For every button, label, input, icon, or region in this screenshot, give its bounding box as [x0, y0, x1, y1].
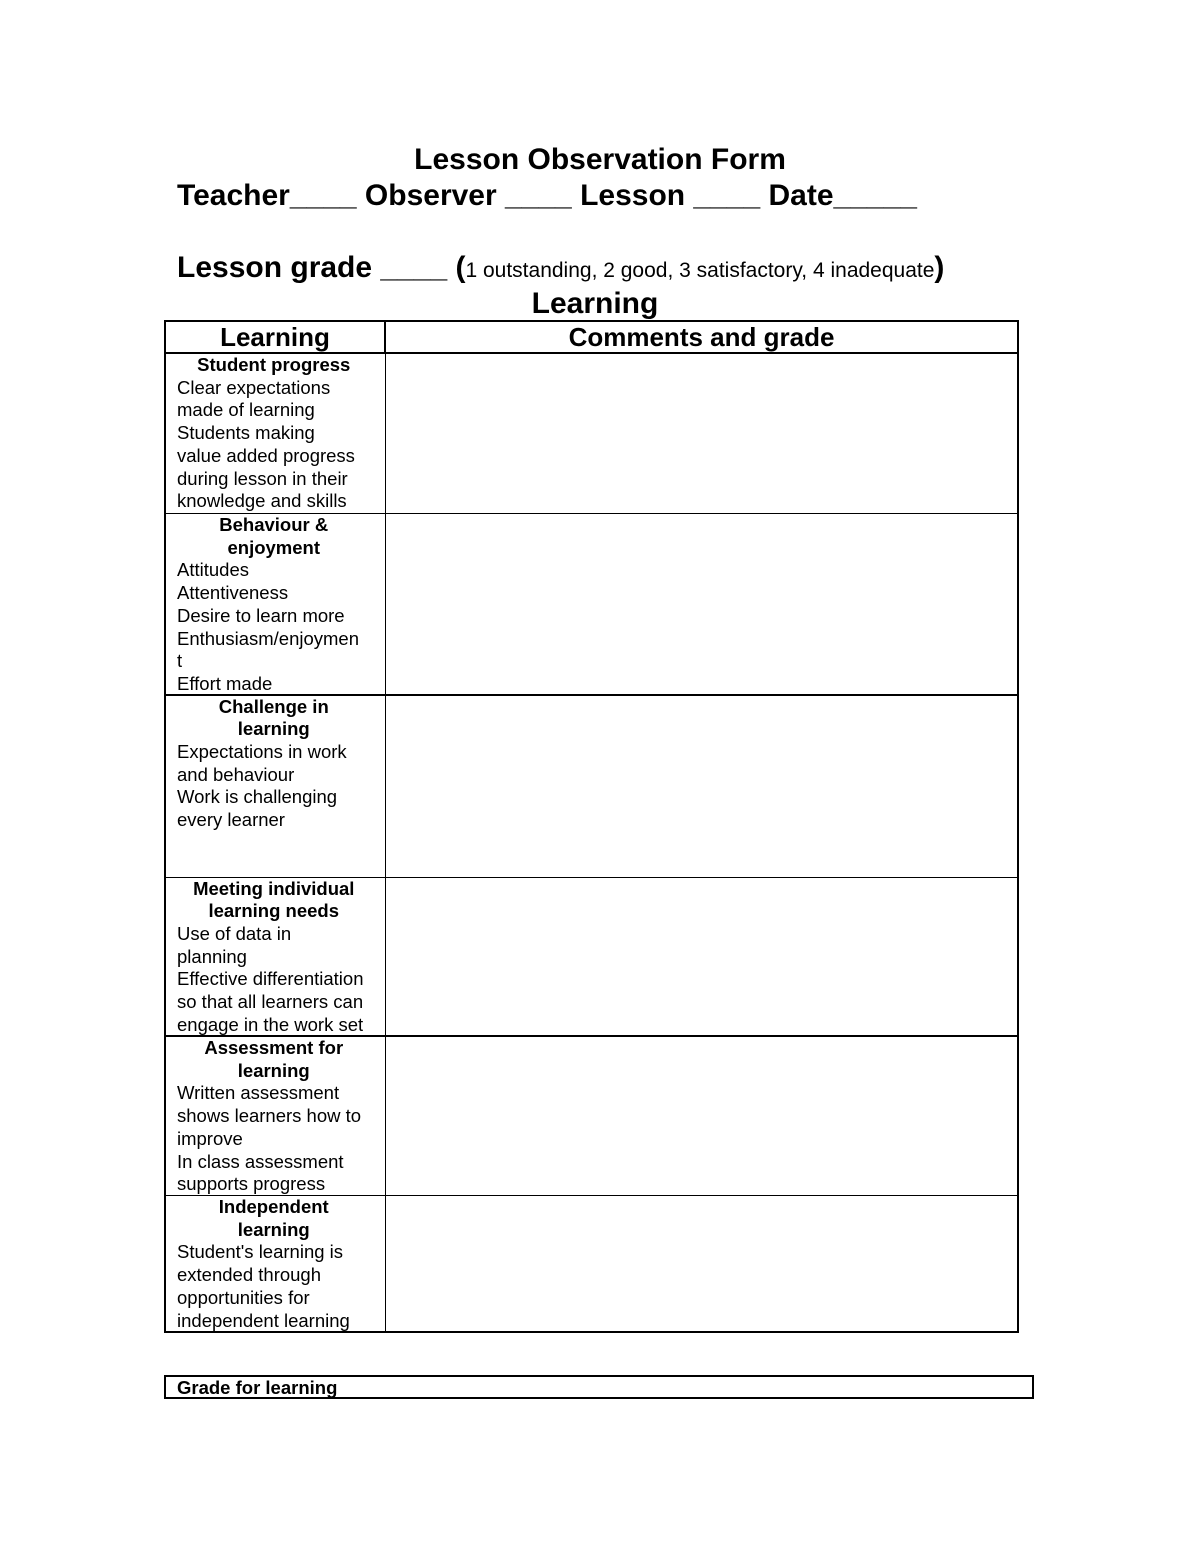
criteria-heading: Challenge in — [218, 695, 329, 717]
criteria-line: Desire to learn more — [177, 604, 345, 626]
criteria-line: Attentiveness — [177, 582, 289, 604]
grade-for-learning-field[interactable] — [164, 1375, 1034, 1399]
criteria-heading: learning needs — [208, 900, 340, 922]
comments-cell[interactable] — [385, 353, 1018, 514]
criteria-heading: enjoyment — [227, 536, 321, 558]
criteria-cell — [165, 1036, 385, 1196]
criteria-line: Effort made — [177, 672, 273, 693]
criteria-line: planning — [177, 945, 247, 967]
criteria-line: Student's learning is — [177, 1241, 344, 1263]
criteria-cell — [165, 877, 385, 1036]
table-row — [165, 514, 1018, 695]
criteria-line: opportunities for — [177, 1286, 310, 1308]
section-title: Learning — [531, 287, 659, 320]
criteria-heading: learning — [237, 1059, 310, 1081]
criteria-line: and behaviour — [177, 763, 295, 785]
criteria-line: during lesson in their — [177, 467, 348, 489]
grade-scale: 1 outstanding, 2 good, 3 satisfactory, 4 inadequate — [465, 259, 935, 282]
table-row — [165, 877, 1018, 1036]
criteria-line: made of learning — [177, 399, 315, 421]
criteria-line: so that all learners can — [177, 991, 364, 1013]
criteria-heading: Assessment for — [204, 1037, 344, 1058]
comments-cell[interactable] — [385, 1196, 1018, 1333]
criteria-line: extended through — [177, 1264, 322, 1286]
criteria-line: value added progress — [177, 444, 355, 466]
lesson-grade-label: Lesson grade ____ ( — [177, 251, 466, 284]
lesson-grade-close: ) — [934, 251, 945, 284]
criteria-line: Expectations in work — [177, 740, 347, 762]
criteria-line: Students making — [177, 422, 315, 444]
lesson-grade-line[interactable] — [177, 250, 944, 289]
grade-for-learning-label: Grade for learning — [177, 1377, 338, 1398]
criteria-line: Written assessment — [177, 1082, 340, 1104]
table-header-row — [165, 321, 1018, 353]
criteria-cell — [165, 1196, 385, 1333]
criteria-line: t — [177, 650, 183, 672]
criteria-heading: Independent — [218, 1196, 329, 1217]
criteria-line: supports progress — [177, 1173, 326, 1195]
criteria-cell — [165, 695, 385, 878]
criteria-heading: learning — [237, 718, 310, 740]
comments-cell[interactable] — [385, 1036, 1018, 1196]
criteria-line: every learner — [177, 809, 285, 831]
criteria-line: Enthusiasm/enjoymen — [177, 627, 360, 649]
criteria-line: improve — [177, 1127, 243, 1149]
criteria-line: shows learners how to — [177, 1105, 362, 1127]
criteria-cell — [165, 514, 385, 695]
criteria-line: Clear expectations — [177, 376, 331, 398]
criteria-line: Work is challenging — [177, 786, 338, 808]
header-fields-line[interactable]: Teacher____ Observer ____ Lesson ____ Date_____ — [177, 179, 917, 212]
criteria-line: Effective differentiation — [177, 968, 364, 990]
criteria-line: knowledge and skills — [177, 490, 347, 512]
form-title: Lesson Observation Form — [414, 143, 786, 176]
observation-table — [164, 320, 1019, 1333]
column-header-comments: Comments and grade — [385, 321, 1018, 353]
criteria-line: In class assessment — [177, 1150, 344, 1172]
criteria-line: engage in the work set — [177, 1013, 364, 1035]
criteria-heading: Student progress — [197, 354, 351, 375]
criteria-heading: Behaviour & — [219, 514, 329, 535]
criteria-line: Use of data in — [177, 922, 292, 944]
comments-cell[interactable] — [385, 695, 1018, 878]
table-row — [165, 1196, 1018, 1333]
criteria-heading: Meeting individual — [193, 877, 355, 899]
criteria-line: independent learning — [177, 1309, 350, 1331]
criteria-heading: learning — [237, 1218, 310, 1240]
comments-cell[interactable] — [385, 877, 1018, 1036]
column-header-learning: Learning — [165, 321, 385, 353]
table-row — [165, 1036, 1018, 1196]
criteria-line: Attitudes — [177, 559, 249, 581]
comments-cell[interactable] — [385, 514, 1018, 695]
table-row — [165, 353, 1018, 514]
criteria-cell — [165, 353, 385, 514]
table-row — [165, 695, 1018, 878]
